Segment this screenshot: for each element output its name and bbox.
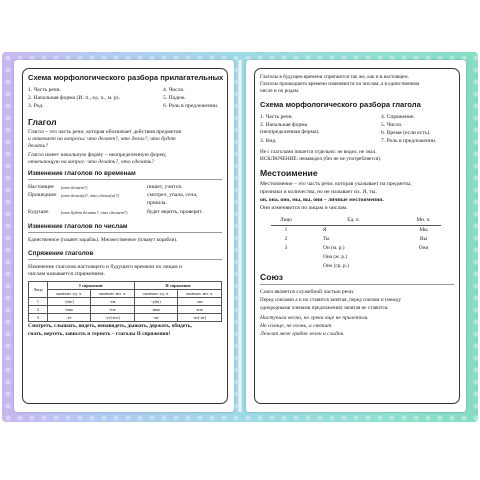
tense-example: смотрел, упала, села, [147,192,198,198]
conjunction-heading: Союз [260,272,284,282]
table-cell: 3 [29,314,48,322]
verb-infinitive-text: Глагол имеет начальную форму – неопределенную форму, [28,152,167,158]
number-heading: Изменение глаголов по числам [28,223,128,230]
notebook-cover [2,52,478,422]
table-subheader: окончан. ед. ч. [134,290,177,298]
verb-definition: и отвечает на вопросы: что делает?, что делал?, что будет [28,136,176,142]
divider [28,179,222,180]
table-cell: 2 [284,236,288,242]
verb-scheme-item: (неопределенная форма). [260,129,320,135]
table-cell: Я [323,227,327,233]
right-reference-card [254,68,460,404]
conjunction-example: Наступила весна, но греки еще не прилетели. [260,315,369,321]
intro-text: Глаголы прошедшего времени изменяются по числам, а в единственном [260,81,420,87]
verb-scheme-item: 3. Вид. [260,138,277,144]
pronoun-text: он, она, оно, мы, вы, они – личные местоимения. [260,197,384,203]
ne-exception: ИСКЛЮЧЕНИЕ: ненавидел (без не не употребляется). [260,156,382,162]
adjective-item: 5. Падеж. [163,95,186,101]
conjugation-text: Изменение глаголов настоящего и будущего времени по лицам и [28,264,183,270]
tense-label: Будущее [28,209,49,215]
table-header: Лицо [271,216,301,226]
tense-question: (что делает?) [61,185,88,190]
conjunction-text: Перед союзами а и но ставится запятая, перед союзом и (между [260,297,402,303]
tense-example: пишет, учится. [147,184,183,190]
ne-rule: Не с глаголами пишется отдельно: не видел, не знал. [260,149,377,155]
verb-scheme-title: Схема морфологического разбора глагола [260,100,421,109]
table-row [271,235,441,244]
tense-label: Прошедшее [28,192,57,198]
table-cell: -ешь [48,306,91,314]
conjugation-table [28,281,222,322]
table-cell: -им [177,298,221,306]
adjective-item: 4. Число. [163,87,185,93]
table-cell: -у(ю) [48,298,91,306]
conjugation-heading: Спряжение глаголов [28,250,94,257]
tense-question: (что делал(а)?, что сделал(а)?) [61,193,119,198]
table-row [29,306,222,314]
verb-scheme-item: 1. Часть речи. [260,114,293,120]
divider [260,284,454,285]
adjective-item: 1. Часть речи. [28,87,61,93]
verb-scheme-item: 2. Начальная форма [260,122,308,128]
adjective-item: 3. Род. [28,103,44,109]
table-cell: Они [418,245,429,251]
conjunction-example: Лежит меж грядок зелен и сладок. [260,331,345,337]
verb-scheme-item: 4. Спряжение. [381,114,415,120]
table-cell: 1 [284,227,288,233]
left-page [14,60,234,412]
pronoun-text: признаки и количества, но не называет их. Я, ты, [260,189,377,195]
table-cell: 1 [29,298,48,306]
table-cell: 2 [29,306,48,314]
verb-definition: Глагол – это часть речи, которая обозначает действия предметов [28,129,182,135]
right-page [246,60,466,412]
table-cell: 3 [284,245,288,251]
conjunction-text: Союз является служебной частью речи. [260,289,355,295]
tense-example: пришла. [147,200,167,206]
verb-infinitive-text: отвечающую на вопрос: что делать?, что сделать? [28,159,155,165]
pronoun-text: Они изменяются по лицам и числам. [260,205,348,211]
table-header: Лицо [29,282,48,298]
conjunction-text: однородными членами предложения) запятая не ставится. [260,305,389,311]
pronoun-heading: Местоимение [260,168,318,178]
left-reference-card [22,68,228,404]
table-header: Мн. ч. [406,216,441,226]
table-row [29,298,222,306]
adjective-scheme-title: Схема морфологического разбора прилагательных [28,73,224,82]
table-header: Ед. ч. [301,216,406,226]
divider [28,232,222,233]
table-cell: -ит [134,314,177,322]
notebook-spine [238,60,242,412]
table-row [271,244,441,253]
tense-label: Настоящее [28,184,54,190]
table-cell: -ат(-ят) [177,314,221,322]
tense-question: (что будет делать?, что сделает?) [61,210,128,215]
divider [28,259,222,260]
table-cell: Оно (ср. р.) [323,263,349,269]
table-cell: Вы [420,236,428,242]
conjugation-text: числам называется спряжением. [28,271,105,277]
verb-scheme-item: 5. Число. [381,122,403,128]
verb-scheme-item: 6. Время (если есть). [381,130,431,136]
exception-text: Смотреть, слышать, видеть, ненавидеть, дышать, держать, обидеть, [28,323,192,329]
adjective-item: 6. Роль в предложении. [163,103,219,109]
table-row [271,226,441,236]
table-cell: Он (м. р.) [323,245,345,251]
table-cell: Она (ж. р.) [323,254,348,260]
pronoun-table [271,216,441,271]
exception-text: гнать, вертеть, зависеть и терпеть – глаголы II спряжения! [28,331,171,337]
table-subheader: окончан. мн. ч. [177,290,221,298]
table-header: I спряжение [48,282,135,290]
table-cell: -ите [177,306,221,314]
table-subheader: окончан. ед. ч. [48,290,91,298]
table-cell: -ут(-ют) [90,314,134,322]
pronoun-text: Местоимение – это часть речи, которая указывает на предметы, [260,181,412,187]
conjunction-example: Не солнце, не огонь, а светит. [260,323,333,329]
table-cell: -ете [90,306,134,314]
table-subheader: окончан. мн. ч. [90,290,134,298]
table-cell: -у(ю) [134,298,177,306]
table-cell: -ем [90,298,134,306]
table-header: II спряжение [134,282,221,290]
intro-text: Глаголы в будущем времени спрягаются так же, как и в настоящем. [260,74,409,80]
verb-scheme-item: 7. Роль в предложении. [381,138,437,144]
verb-heading: Глагол [28,117,57,127]
number-example: Единственное (плывет корабль). Множественное (плывут корабли). [28,237,178,243]
table-cell: -ет [48,314,91,322]
verb-definition: делать? [28,143,48,149]
tense-heading: Изменение глаголов по временам [28,170,136,177]
table-cell: Мы [419,227,428,233]
table-row [271,262,441,271]
table-cell: Ты [323,236,330,242]
tense-example: будет верить, проверит. [147,209,203,215]
adjective-item: 2. Начальная форма (И. п., ед. ч., м. р). [28,95,120,101]
table-row [29,314,222,322]
table-cell: -ишь [134,306,177,314]
intro-text: числе и по родам. [260,88,300,94]
table-row [271,253,441,262]
